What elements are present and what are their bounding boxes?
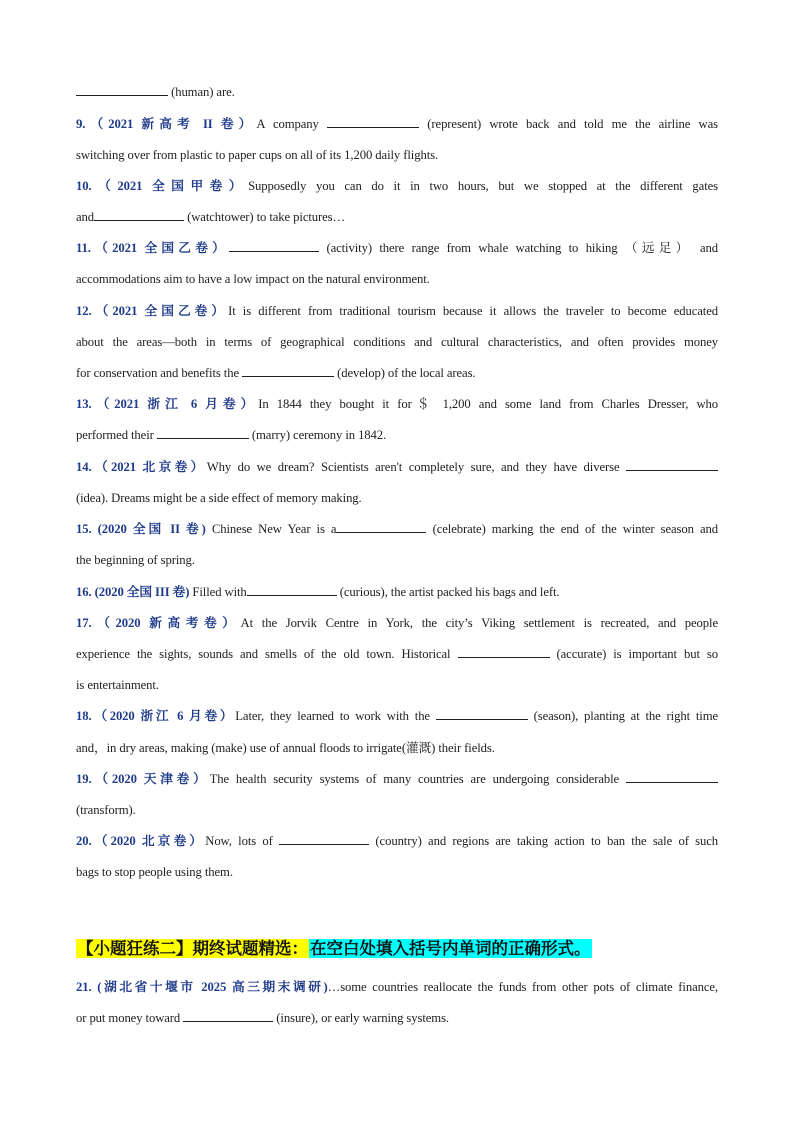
question-11: 11.（2021 全国乙卷） (activity) there range from whale watching to hiking （远足） and xyxy=(76,241,718,255)
answer-blank[interactable] xyxy=(626,771,718,783)
answer-blank[interactable] xyxy=(458,646,550,658)
question-15: 15. (2020 全国 II 卷) Chinese New Year is a (celebrate) marking the end of the winter season and xyxy=(76,522,719,536)
answer-blank[interactable] xyxy=(626,459,718,471)
question-20-line-2: bags to stop people using them. xyxy=(76,865,233,879)
question-number: 18.（2020 浙江 6 月卷） xyxy=(76,709,236,723)
question-14: 14.（2021 北京卷）Why do we dream? Scientists aren't completely sure, and they have diverse xyxy=(76,459,718,475)
answer-blank[interactable] xyxy=(327,116,419,128)
question-number: 21. (湖北省十堰市 2025 高三期末调研) xyxy=(76,980,328,994)
question-20: 20.（2020 北京卷）Now, lots of (country) and regions are taking action to ban the sale of such xyxy=(76,834,718,848)
section-instruction: 在空白处填入括号内单词的正确形式。 xyxy=(310,939,591,958)
question-17-line-3: is entertainment. xyxy=(76,678,159,692)
answer-blank[interactable] xyxy=(336,521,426,533)
section-heading xyxy=(76,937,592,961)
question-number: 20.（2020 北京卷） xyxy=(76,834,206,848)
question-21: 21. (湖北省十堰市 2025 高三期末调研)…some countries reallocate the funds from other pots of climate finance, xyxy=(76,980,718,994)
question-19: 19.（2020 天津卷）The health security systems of many countries are undergoing considerable xyxy=(76,771,718,787)
answer-blank[interactable] xyxy=(157,427,249,439)
answer-blank[interactable] xyxy=(76,84,168,96)
question-18-line-2: and，in dry areas, making (make) use of annual floods to irrigate(灌溉) their fields. xyxy=(76,741,495,755)
question-number: 15. (2020 全国 II 卷) xyxy=(76,522,206,536)
question-15-line-2: the beginning of spring. xyxy=(76,553,195,567)
answer-blank[interactable] xyxy=(183,1010,273,1022)
answer-blank[interactable] xyxy=(279,833,369,845)
question-number: 16. (2020 全国 III 卷) xyxy=(76,585,190,599)
question-number: 17.（2020 新高考卷） xyxy=(76,616,241,630)
question-16: 16. (2020 全国 III 卷) Filled with (curious), the artist packed his bags and left. xyxy=(76,585,560,599)
answer-blank[interactable] xyxy=(229,240,319,252)
question-12-line-3: for conservation and benefits the (develop) of the local areas. xyxy=(76,366,476,380)
question-17-line-2: experience the sights, sounds and smells of the old town. Historical (accurate) is important but so xyxy=(76,647,718,661)
question-13: 13.（2021 浙江 6 月卷）In 1844 they bought it for＄ 1,200 and some land from Charles Dresser, who xyxy=(76,397,718,411)
question-12-line-2: about the areas—both in terms of geographical conditions and cultural characteristics, and often provides money xyxy=(76,335,718,349)
question-11-line-2: accommodations aim to have a low impact on the natural environment. xyxy=(76,272,430,286)
answer-blank[interactable] xyxy=(242,365,334,377)
question-number: 13.（2021 浙江 6 月卷） xyxy=(76,397,259,411)
question-14-line-2: (idea). Dreams might be a side effect of memory making. xyxy=(76,491,362,505)
question-number: 14.（2021 北京卷） xyxy=(76,460,207,474)
question-8-tail: (human) are. xyxy=(76,84,718,100)
question-10: 10.（2021 全国甲卷）Supposedly you can do it in two hours, but we stopped at the different gates xyxy=(76,179,718,193)
question-12: 12.（2021 全国乙卷）It is different from traditional tourism because it allows the traveler to become educated xyxy=(76,304,718,318)
answer-blank[interactable] xyxy=(247,584,337,596)
question-13-line-2: performed their (marry) ceremony in 1842. xyxy=(76,428,387,442)
question-number: 19.（2020 天津卷） xyxy=(76,772,210,786)
question-21-line-2: or put money toward (insure), or early warning systems. xyxy=(76,1011,449,1025)
question-18: 18.（2020 浙江 6 月卷）Later, they learned to work with the (season), planting at the right time xyxy=(76,709,718,723)
answer-blank[interactable] xyxy=(436,708,528,720)
question-number: 10.（2021 全国甲卷） xyxy=(76,179,249,193)
question-19-line-2: (transform). xyxy=(76,803,136,817)
question-number: 12.（2021 全国乙卷） xyxy=(76,304,229,318)
question-17: 17.（2020 新高考卷）At the Jorvik Centre in York, the city’s Viking settlement is recreated, and people xyxy=(76,616,718,630)
question-9-line-2: switching over from plastic to paper cups on all of its 1,200 daily flights. xyxy=(76,148,439,162)
question-9: 9.（2021 新高考 II 卷）A company (represent) wrote back and told me the airline was xyxy=(76,117,718,131)
question-number: 9.（2021 新高考 II 卷） xyxy=(76,117,257,131)
question-number: 11.（2021 全国乙卷） xyxy=(76,241,230,255)
section-title: 【小题狂练二】期终试题精选： xyxy=(77,939,308,958)
answer-blank[interactable] xyxy=(94,209,184,221)
question-10-line-2: and (watchtower) to take pictures… xyxy=(76,210,346,224)
